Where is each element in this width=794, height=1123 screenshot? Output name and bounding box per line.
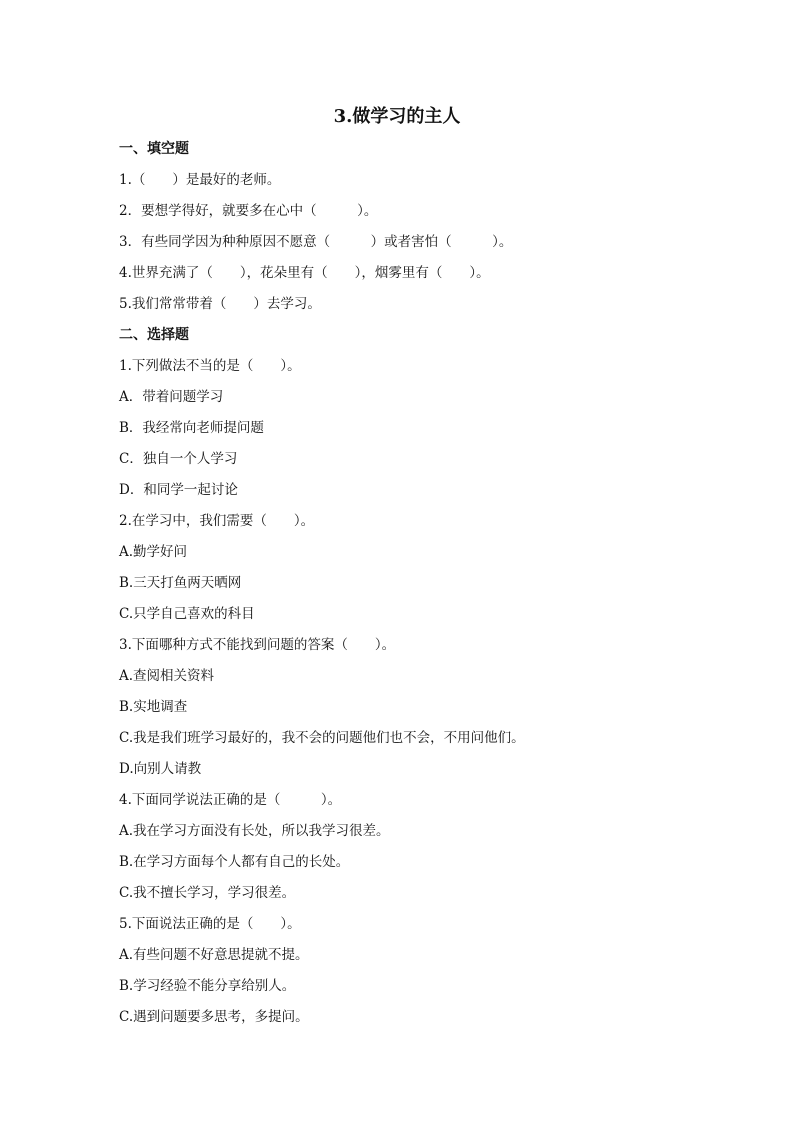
choice-option: B.三天打鱼两天晒网 <box>119 575 242 591</box>
section-heading-multiple-choice: 二、选择题 <box>119 327 189 343</box>
choice-option: B.在学习方面每个人都有自己的长处。 <box>119 854 350 870</box>
fill-blank-question-1: 1.（ ）是最好的老师。 <box>119 172 281 188</box>
fill-blank-question-3: 3．有些同学因为种种原因不愿意（ ）或者害怕（ ）。 <box>119 234 513 250</box>
document-body <box>119 138 679 1037</box>
choice-option: C.我不擅长学习，学习很差。 <box>119 885 296 901</box>
fill-blank-question-5: 5.我们常常带着（ ）去学习。 <box>119 296 321 312</box>
choice-option: A．带着问题学习 <box>119 389 224 405</box>
choice-option: C.只学自己喜欢的科目 <box>119 606 255 622</box>
choice-question-1: 1.下列做法不当的是（ ）。 <box>119 358 301 374</box>
choice-question-3: 3.下面哪种方式不能找到问题的答案（ ）。 <box>119 637 396 653</box>
choice-option: D.向别人请教 <box>119 761 202 777</box>
fill-blank-question-2: 2．要想学得好，就要多在心中（ ）。 <box>119 203 378 219</box>
choice-option: A.有些问题不好意思提就不提。 <box>119 947 309 963</box>
choice-option: D．和同学一起讨论 <box>119 482 238 498</box>
section-heading-fill-blank: 一、填空题 <box>119 141 189 157</box>
choice-option: A.我在学习方面没有长处，所以我学习很差。 <box>119 823 390 839</box>
choice-question-2: 2.在学习中，我们需要（ ）。 <box>119 513 315 529</box>
page-title: 3.做学习的主人 <box>333 106 461 127</box>
choice-option: B.学习经验不能分享给别人。 <box>119 978 296 994</box>
choice-question-4: 4.下面同学说法正确的是（ ）。 <box>119 792 342 808</box>
choice-question-5: 5.下面说法正确的是（ ）。 <box>119 916 301 932</box>
choice-option: A.勤学好问 <box>119 544 188 560</box>
choice-option: A.查阅相关资料 <box>119 668 215 684</box>
fill-blank-question-4: 4.世界充满了（ ），花朵里有（ ），烟雾里有（ ）。 <box>119 265 490 281</box>
choice-option: B．我经常向老师提问题 <box>119 420 264 436</box>
choice-option: C.遇到问题要多思考，多提问。 <box>119 1009 309 1025</box>
choice-option: C.我是我们班学习最好的，我不会的问题他们也不会，不用问他们。 <box>119 730 525 746</box>
choice-option: B.实地调查 <box>119 699 188 715</box>
choice-option: C．独自一个人学习 <box>119 451 238 467</box>
